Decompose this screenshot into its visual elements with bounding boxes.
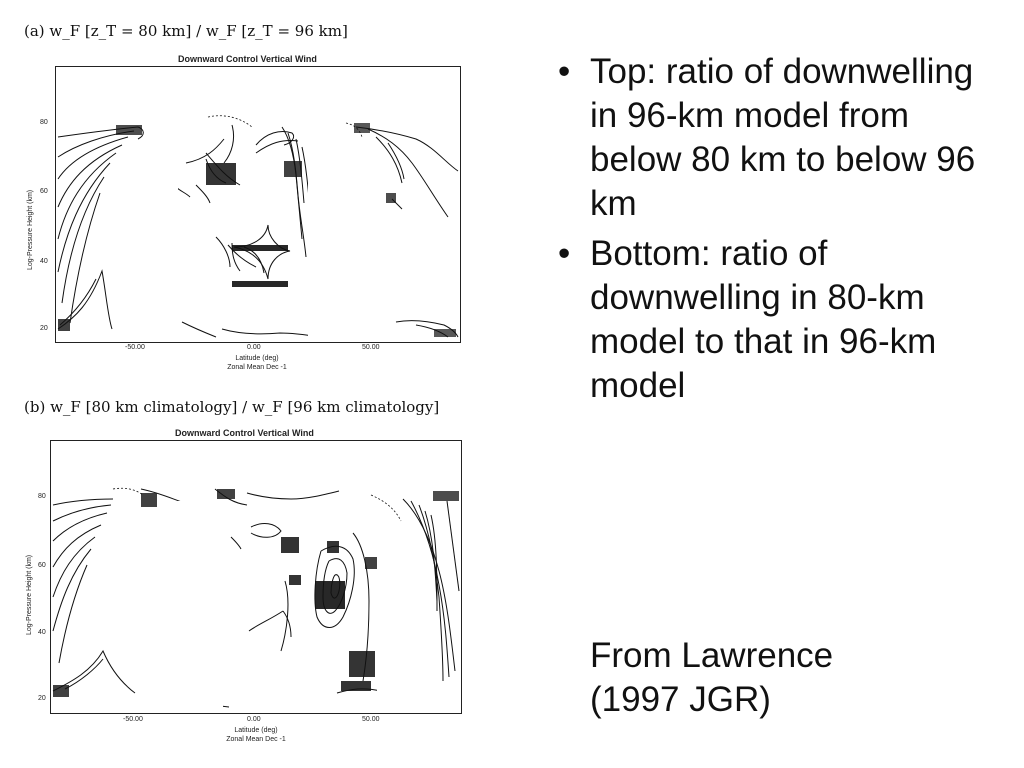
source-citation — [590, 634, 833, 722]
panel-a-y-axis-label: Log-Pressure Height (km) — [27, 189, 34, 270]
panel-b-xtick: 0.00 — [247, 716, 261, 723]
panel-b-x-axis-label: Latitude (deg) — [234, 727, 278, 734]
panel-a-contour-lines — [56, 67, 460, 342]
panel-b-contour-plot — [50, 440, 462, 714]
bullet-item: • Bottom: ratio of downwelling in 80-km model to that in 96-km model — [556, 232, 996, 408]
source-line: From Lawrence — [590, 636, 834, 675]
source-line: (1997 JGR) — [590, 680, 771, 719]
panel-a-contour-plot — [55, 66, 461, 343]
panel-b-y-axis-label: Log-Pressure Height (km) — [26, 554, 33, 635]
panel-b-subtitle: Zonal Mean Dec -1 — [226, 736, 286, 743]
panel-b-ytick: 60 — [38, 562, 46, 569]
panel-b-plot-title: Downward Control Vertical Wind — [175, 428, 314, 438]
panel-a-ytick: 60 — [40, 188, 48, 195]
panel-a-subtitle: Zonal Mean Dec -1 — [227, 364, 287, 371]
panel-a-x-axis-label: Latitude (deg) — [235, 355, 279, 362]
panel-b-contour-lines — [51, 441, 461, 713]
panel-b-xtick: 50.00 — [362, 716, 380, 723]
bullet-item: • Top: ratio of downwelling in 96-km model from below 80 km to below 96 km — [556, 50, 996, 226]
panel-a-xtick: 50.00 — [362, 344, 380, 351]
panel-b-caption: (b) w_F [80 km climatology] / w_F [96 km climatology] — [24, 398, 440, 416]
panel-a-ytick: 80 — [40, 119, 48, 126]
panel-b-xtick: -50.00 — [123, 716, 143, 723]
panel-b-ytick: 40 — [38, 629, 46, 636]
panel-a-xtick: -50.00 — [125, 344, 145, 351]
panel-a-ytick: 40 — [40, 258, 48, 265]
bullet-list — [556, 50, 996, 414]
panel-a-caption: (a) w_F [z_T = 80 km] / w_F [z_T = 96 km] — [24, 22, 348, 40]
panel-b-ytick: 80 — [38, 493, 46, 500]
panel-a-plot-title: Downward Control Vertical Wind — [178, 54, 317, 64]
panel-a-xtick: 0.00 — [247, 344, 261, 351]
panel-a-ytick: 20 — [40, 325, 48, 332]
panel-b-ytick: 20 — [38, 695, 46, 702]
